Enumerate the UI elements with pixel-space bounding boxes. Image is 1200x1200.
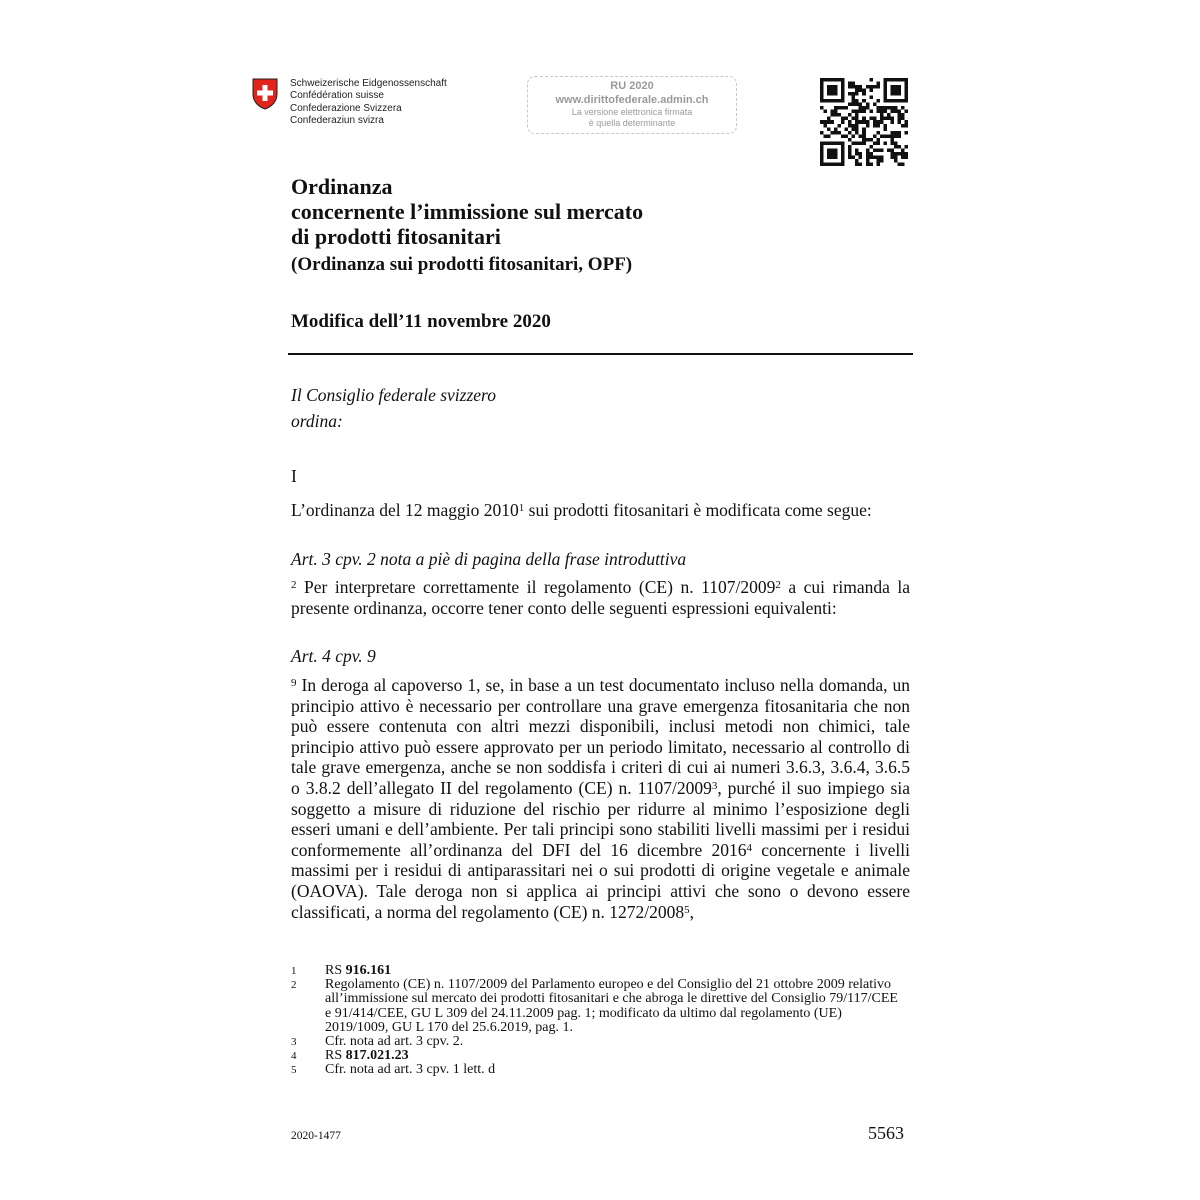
footnote-reference: 817.021.23 <box>345 1048 409 1064</box>
footnote-number: 3 <box>291 1036 297 1049</box>
document-number: 2020-1477 <box>291 1130 341 1142</box>
intro-text: L’ordinanza del 12 maggio 2010 <box>291 500 519 520</box>
footnote-ref: 1 <box>518 502 525 514</box>
footnote-text: Regolamento (CE) n. 1107/2009 del Parlamento europeo e del Consiglio del 21 ottobre 2009 relativo all’immissione sul mercato dei prodotti fitosanitari e che abroga le direttive del Consiglio 79/117/CEE e 91/414/CEE, GU L 309 del 24.11.2009 pag. 1; modificato da ultimo dal regolamento (UE) 2019/1009, GU L 170 del 25.6.2019, pag. 1. <box>325 977 898 1035</box>
footnote <box>291 978 905 1035</box>
page-number: 5563 <box>868 1123 904 1143</box>
preamble-authority: Il Consiglio federale svizzero <box>291 385 496 405</box>
footnote <box>291 1049 905 1063</box>
confederation-line: Confederazione Svizzera <box>290 102 402 114</box>
article-paragraph <box>291 577 910 618</box>
footnote-text: Cfr. nota ad art. 3 cpv. 2. <box>325 1034 464 1050</box>
paragraph-text: , <box>689 901 695 922</box>
confederation-line: Schweizerische Eidgenossenschaft <box>290 78 447 89</box>
footnote-ref: 4 <box>746 841 752 854</box>
article-heading: Art. 3 cpv. 2 nota a piè di pagina della frase introduttiva <box>291 549 687 569</box>
footnote <box>291 964 905 978</box>
preamble-ordina: ordina: <box>291 411 343 431</box>
paragraph-text: a cui rimanda la presente ordinanza, occorre tener conto delle seguenti espressioni equivalenti: <box>291 577 910 618</box>
footnote-prefix: RS <box>325 963 346 978</box>
title-line: di prodotti fitosanitari <box>291 224 501 249</box>
intro-text: sui prodotti fitosanitari è modificata come segue: <box>524 500 872 520</box>
footnote <box>291 1063 905 1077</box>
electronic-publication-stamp <box>527 76 737 134</box>
footnote-ref: 5 <box>684 903 690 916</box>
footnote-reference: 916.161 <box>345 963 392 978</box>
footnote-ref: 2 <box>775 579 781 591</box>
paragraph-text: concernente i livelli massimi per i residui di antiparassitari nei o sui prodotti di origine vegetale e animale (OAOVA). Tale deroga non si applica ai principi attivi che sono o devono essere classificati, a norma del regolamento (CE) n. 1272/2008 <box>291 839 910 922</box>
title-line: concernente l’immissione sul mercato <box>291 199 644 224</box>
paragraph-number: 9 <box>291 677 297 689</box>
footnote-text <box>325 964 905 978</box>
article-heading: Art. 4 cpv. 9 <box>291 646 376 666</box>
stamp-note: è quella determinante <box>588 118 676 128</box>
divider <box>288 353 913 355</box>
footnote-number: 2 <box>291 979 297 992</box>
section-number: I <box>291 466 297 486</box>
paragraph-text: , purché il suo impiego sia soggetto a misure di riduzione del rischio per ridurre al minimo l’esposizione degli esseri umani e dell’ambiente. Per tali principi sono stabiliti livelli massimi per i residui conformemente all’ordinanza del DFI del 16 dicembre 2016 <box>291 777 910 860</box>
footnote-number: 1 <box>291 965 297 977</box>
paragraph-text: Per interpretare correttamente il regolamento (CE) n. 1107/2009 <box>296 577 776 597</box>
footnote-text <box>325 1049 905 1063</box>
confederation-line: Confederaziun svizra <box>290 114 384 126</box>
footnote-text: Cfr. nota ad art. 3 cpv. 1 lett. d <box>325 1062 496 1078</box>
footnote-number: 4 <box>291 1050 297 1063</box>
article-paragraph <box>291 675 910 922</box>
amendment-intro <box>291 500 910 521</box>
modification-date: Modifica dell’11 novembre 2020 <box>291 311 551 332</box>
footnotes <box>291 964 905 1078</box>
stamp-collection: RU 2020 <box>610 80 654 92</box>
footnote-prefix: RS <box>325 1048 346 1064</box>
paragraph-text: In deroga al capoverso 1, se, in base a un test documentato incluso nella domanda, un principio attivo è necessario per controllare una grave emergenza fitosanitaria che non può essere contenuta con altri mezzi disponibili, inclusi metodi non chimici, tale principio attivo può essere approvato per un periodo limitato, necessario al controllo di tale grave emergenza, anche se non soddisfa i criteri di cui ai numeri 3.6.3, 3.6.4, 3.6.5 o 3.8.2 dell’allegato II del regolamento (CE) n. 1107/2009 <box>291 675 910 798</box>
short-title: (Ordinanza sui prodotti fitosanitari, OPF) <box>291 254 633 275</box>
preamble <box>291 382 496 434</box>
qr-code-icon <box>820 78 908 166</box>
confederation-name <box>290 78 447 127</box>
paragraph-number: 2 <box>291 579 297 591</box>
stamp-note: La versione elettronica firmata <box>571 107 693 117</box>
title-line: Ordinanza <box>291 174 393 199</box>
swiss-cross-icon <box>252 78 278 110</box>
stamp-url: www.dirittofederale.admin.ch <box>555 94 709 106</box>
confederation-line: Confédération suisse <box>290 90 384 102</box>
footnote <box>291 1035 905 1049</box>
footnote-number: 5 <box>291 1064 297 1077</box>
footnote-ref: 3 <box>711 779 718 792</box>
page-title <box>291 174 643 249</box>
